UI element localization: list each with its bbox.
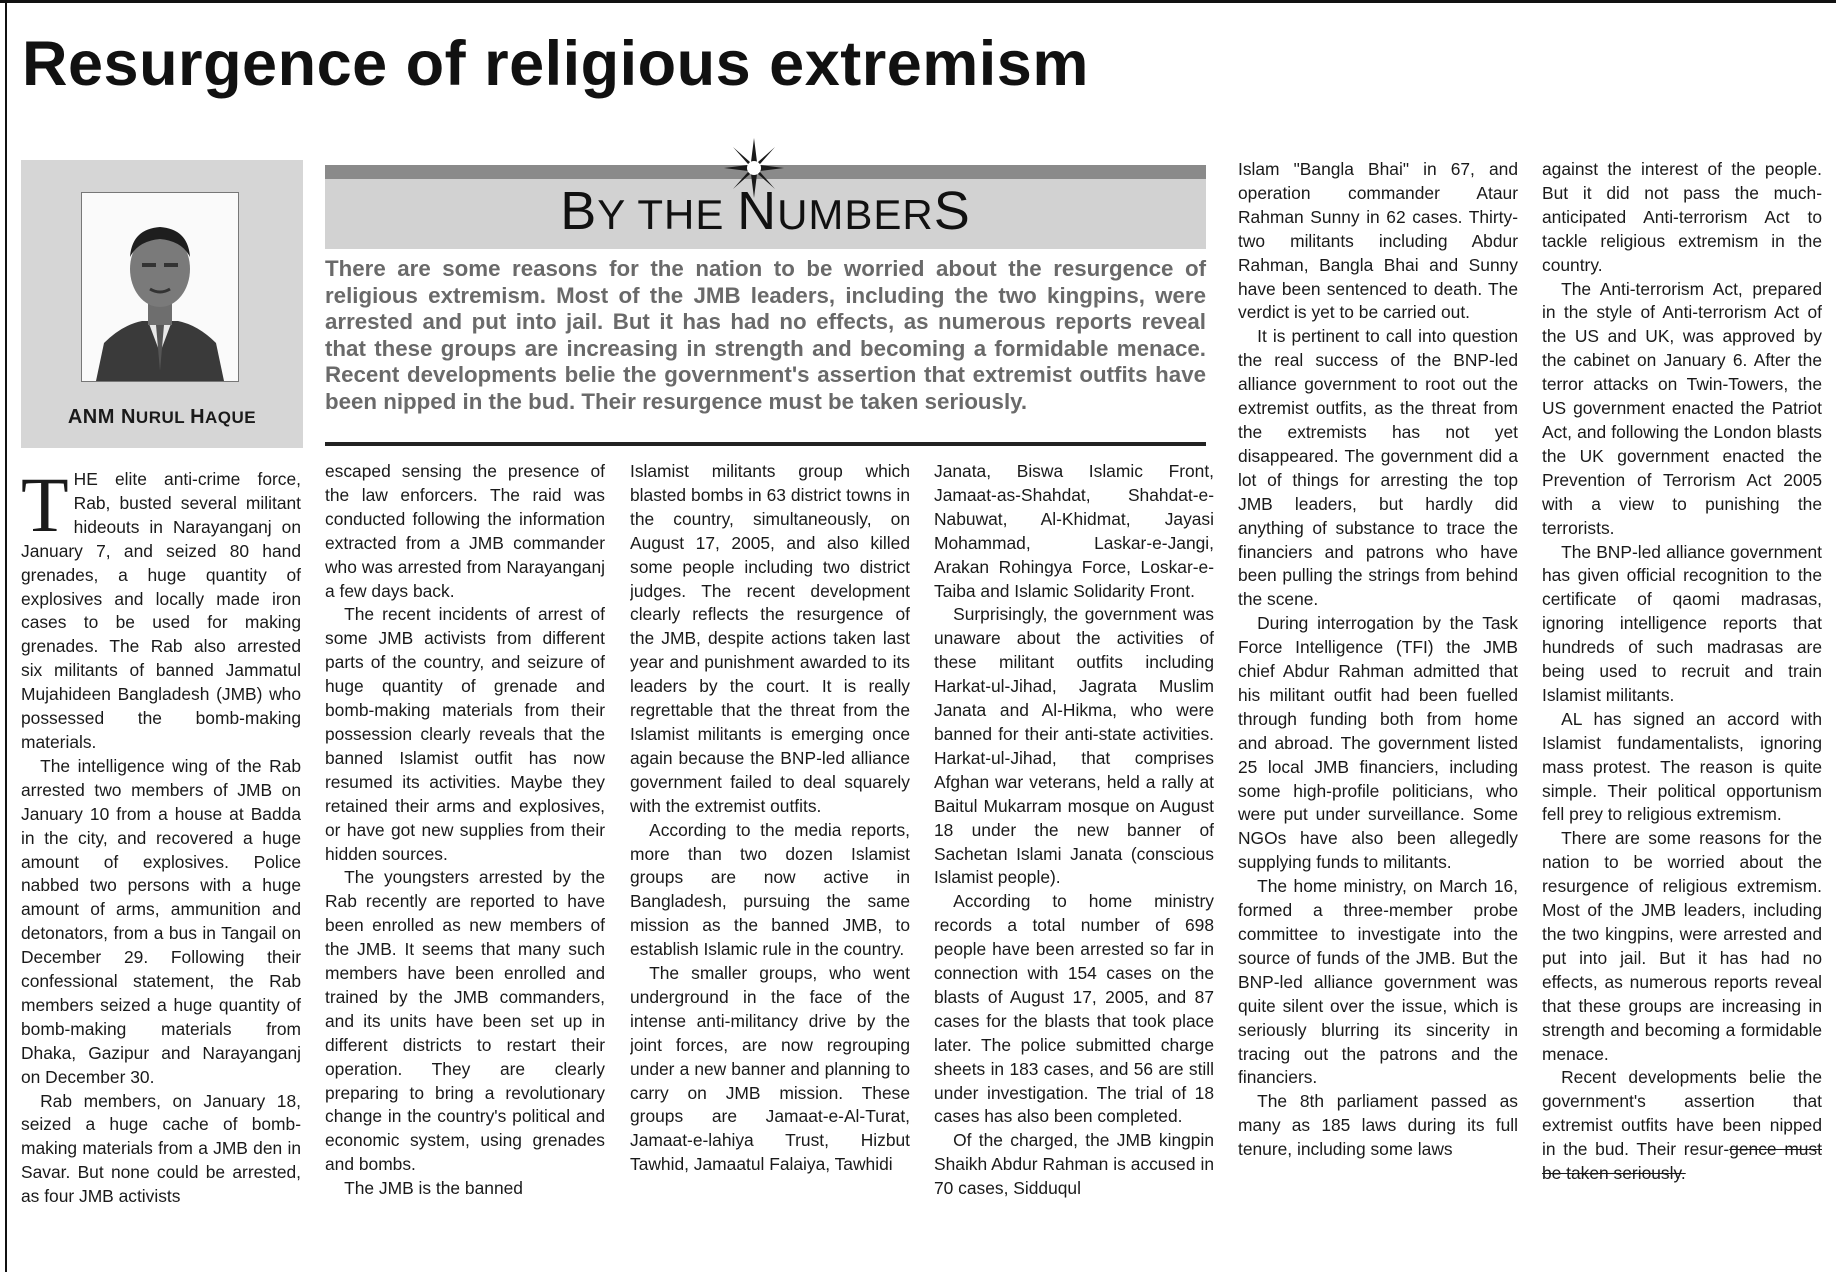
section-title-part: N [737, 181, 778, 241]
paragraph-text: Recent developments belie the government's assertion that extremist outfits have been nipped in the bud. Their resur- [1542, 1067, 1822, 1160]
article-column-5 [1238, 158, 1518, 1268]
article-paragraph: Islamist militants group which blasted bombs in 63 district towns in the country, simultaneously, on August 17, 2005, and also killed some people including two district judges. The recent development clearly reflects the resurgence of the JMB, despite actions taken last year and punishment awarded to its leaders by the court. It is really regrettable that the threat from the Islamist militants is emerging once again because the BNP-led alliance government failed to deal squarely with the extremist outfits. [630, 461, 910, 816]
article-paragraph: It is pertinent to call into question the real success of the BNP-led alliance government to root out the extremist outfits, as the threat from the extremists has not yet disappeared. The government did a lot of things for arresting the top JMB leaders, but hardly did anything of substance to trace the financiers and patrons who have been pulling the strings from behind the scene. [1238, 326, 1518, 610]
author-photo [81, 192, 239, 382]
article-paragraph: There are some reasons for the nation to be worried about the resurgence of religious extremism. Most of the JMB leaders, including the two kingpins, were arrested and put into jail. But it has had no effects, as numerous reports reveal that these groups are increasing in strength and becoming a formidable menace. [1542, 828, 1822, 1064]
article-paragraph: Of the charged, the JMB kingpin Shaikh Abdur Rahman is accused in 70 cases, Sidduqul [934, 1130, 1214, 1199]
article-column-6 [1542, 158, 1822, 1268]
article-paragraph: The home ministry, on March 16, formed a three-member probe committee to investigate into the source of funds of the JMB. But the BNP-led alliance government was quite silent over the issue, which is seriously blurring its sincerity in tracing out the patrons and the financiers. [1238, 876, 1518, 1088]
struck-text: gence must be taken seriously. [1542, 1139, 1822, 1184]
article-paragraph: The BNP-led alliance government has given official recognition to the certificate of qaomi madrasas, ignoring intelligence reports that hundreds of such madrasas are being used to recruit and train Islamist militants. [1542, 541, 1822, 705]
article-paragraph: The intelligence wing of the Rab arrested two members of JMB on January 10 from a house at Badda in the city, and recovered a huge amount of explosives. Police nabbed two persons with a huge amount of arms, ammunition and detonators, from a bus in Tangail on December 29. Following their confessional statement, the Rab members seized a huge quantity of bomb-making materials from Dhaka, Gazipur and Narayanganj on December 30. [21, 755, 301, 1087]
article-paragraph: Islam "Bangla Bhai" in 67, and operation commander Ataur Rahman Sunny in 62 cases. Thirty-two militants including Abdur Rahman, Bangla Bhai and Sunny have been sentenced to death. The verdict is yet to be carried out. [1238, 159, 1518, 323]
article-column-1 [21, 468, 301, 1268]
author-name-part: URUL [135, 408, 191, 427]
author-portrait-icon [82, 193, 238, 381]
article-column-2 [325, 460, 605, 1268]
article-column-4 [934, 460, 1214, 1268]
author-name-part: AQUE [205, 408, 257, 427]
article-paragraph: Janata, Biswa Islamic Front, Jamaat-as-Shahdat, Shahdat-e-Nabuwat, Al-Khidmat, Jayasi Mohammad, Laskar-e-Jangi, Arakan Rohingya Force, Loskar-e-Taiba and Islamic Solidarity Front. [934, 461, 1214, 601]
article-paragraph: According to the media reports, more than two dozen Islamist groups are now active in Bangladesh, pursuing the same mission as the banned JMB, to establish Islamic rule in the country. [630, 819, 910, 960]
article-paragraph: The recent incidents of arrest of some JMB activists from different parts of the country, and seizure of huge quantity of grenade and bomb-making materials from their possession clearly reveals that the banned Islamist outfit has now resumed its activities. Maybe they retained their arms and explosives, or have got new supplies from their hidden sources. [325, 604, 605, 864]
page-title: Resurgence of religious extremism [22, 29, 1089, 99]
intro-paragraph: There are some reasons for the nation to be worried about the resurgence of religious extremism. Most of the JMB leaders, including the two kingpins, were arrested and put into jail. But it has had no effects, as numerous reports reveal that these groups are increasing in strength and becoming a formidable menace. Recent developments belie the government's assertion that extremist outfits have been nipped in the bud. Their resurgence must be taken seriously. [325, 256, 1206, 414]
section-title-part: B [560, 181, 598, 241]
section-divider [325, 442, 1206, 446]
author-name-part: H [190, 406, 206, 428]
article-paragraph: According to home ministry records a total number of 698 people have been arrested so far in connection with 154 cases on the blasts of August 17, 2005, and 87 cases for the blasts that took place later. The police submitted charge sheets in 183 cases, and 56 are still under investigation. The trial of 18 cases has also been completed. [934, 891, 1214, 1127]
section-title-part: Y THE [597, 191, 738, 238]
author-box [21, 160, 303, 448]
article-paragraph: The JMB is the banned [344, 1178, 523, 1199]
drop-cap: T [21, 468, 69, 548]
author-name-part: N [120, 406, 136, 428]
article-paragraph: AL has signed an accord with Islamist fundamentalists, ignoring mass protest. The reason is quite simple. Their political opportunism fell prey to religious extremism. [1542, 708, 1822, 825]
article-paragraph: The Anti-terrorism Act, prepared in the style of Anti-terrorism Act of the US and UK, was approved by the cabinet on January 6. After the terror attacks on Twin-Towers, the US government enacted the Patriot Act, and following the London blasts the UK government enacted the Prevention of Terrorism Act 2005 with a view to punishing the terrorists. [1542, 278, 1822, 538]
article-paragraph: Surprisingly, the government was unaware about the activities of these militant outfits including Harkat-ul-Jihad, Jagrata Muslim Janata and Al-Hikma, who were banned for their anti-state activities. Harkat-ul-Jihad, that comprises Afghan war veterans, held a rally at Baitul Mukarram mosque on August 18 under the new banner of Sachetan Islami Janata (conscious Islamist people). [934, 604, 1214, 888]
article-paragraph: escaped sensing the presence of the law enforcers. The raid was conducted following the information extracted from a JMB commander who was arrested from Narayanganj a few days back. [325, 461, 605, 601]
article-paragraph [21, 468, 301, 755]
section-title [325, 181, 1206, 245]
left-border [5, 0, 7, 1272]
paragraph-text: HE elite anti-crime force, Rab, busted several militant hideouts in Narayanganj on January 7, and seized 80 hand grenades, a huge quantity of explosives and locally made iron cases to be used for making grenades. The Rab also arrested six militants of banned Jammatul Mujahideen Bangladesh (JMB) who possessed the bomb-making materials. [21, 469, 301, 752]
article-paragraph: Rab members, on January 18, seized a huge cache of bomb-making materials from a JMB den in Savar. But none could be arrested, as four JMB activists [21, 1090, 301, 1207]
article-paragraph: During interrogation by the Task Force Intelligence (TFI) the JMB chief Abdur Rahman admitted that his militant outfit had been fuelled through funding both from home and abroad. The government listed 25 local JMB financiers, including some high-profile politicians, who were put under surveillance. Some NGOs have also been allegedly supplying funds to militants. [1238, 613, 1518, 873]
section-title-part: UMBER [777, 191, 934, 238]
article-paragraph: against the interest of the people. But it did not pass the much-anticipated Anti-terrorism Act to tackle religious extremism in the country. [1542, 159, 1822, 275]
top-border [0, 0, 1836, 3]
article-paragraph: The 8th parliament passed as many as 185 laws during its full tenure, including some laws [1238, 1091, 1518, 1160]
author-name-part: ANM [67, 406, 121, 428]
article-paragraph: The youngsters arrested by the Rab recently are reported to have been enrolled as new members of the JMB. It seems that many such members have been enrolled and trained by the JMB commanders, and its units have been set up in different districts to restart their operation. They are clearly preparing to bring a revolutionary change in the country's political and economic system, using grenades and bombs. [325, 867, 605, 1175]
article-column-3 [630, 460, 910, 1268]
article-paragraph: The smaller groups, who went underground in the face of the intense anti-militancy drive by the joint forces, are now regrouping under a new banner and planning to carry on JMB mission. These groups are Jamaat-e-Al-Turat, Jamaat-e-lahiya Trust, Hizbut Tawhid, Jamaatul Falaiya, Tawhidi [630, 963, 910, 1175]
section-title-part: S [933, 181, 971, 241]
author-name [21, 406, 303, 429]
article-paragraph [1542, 1066, 1822, 1186]
